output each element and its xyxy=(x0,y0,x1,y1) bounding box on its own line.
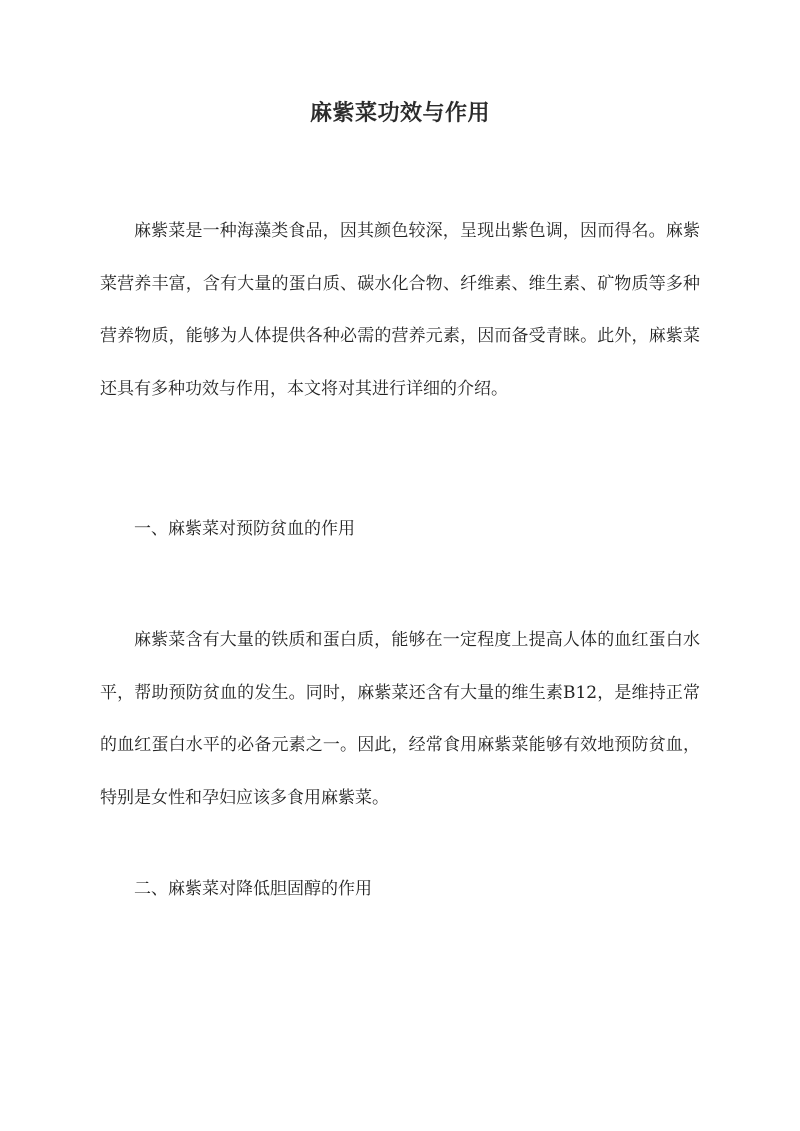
section-heading-cholesterol: 二、麻紫菜对降低胆固醇的作用 xyxy=(134,879,372,899)
intro-paragraph: 麻紫菜是一种海藻类食品，因其颜色较深，呈现出紫色调，因而得名。麻紫菜营养丰富，含有大量的蛋白质、碳水化合物、纤维素、维生素、矿物质等多种营养物质，能够为人体提供各种必需的营养元素，因而备受青睐。此外，麻紫菜还具有多种功效与作用，本文将对其进行详细的介绍。 xyxy=(100,221,700,399)
section-paragraph-anemia: 麻紫菜含有大量的铁质和蛋白质，能够在一定程度上提高人体的血红蛋白水平，帮助预防贫血的发生。同时，麻紫菜还含有大量的维生素B12，是维持正常的血红蛋白水平的必备元素之一。因此，经常食用麻紫菜能够有效地预防贫血，特别是女性和孕妇应该多食用麻紫菜。 xyxy=(100,630,700,808)
document-title: 麻紫菜功效与作用 xyxy=(309,100,490,126)
section-heading-anemia: 一、麻紫菜对预防贫血的作用 xyxy=(134,519,355,539)
